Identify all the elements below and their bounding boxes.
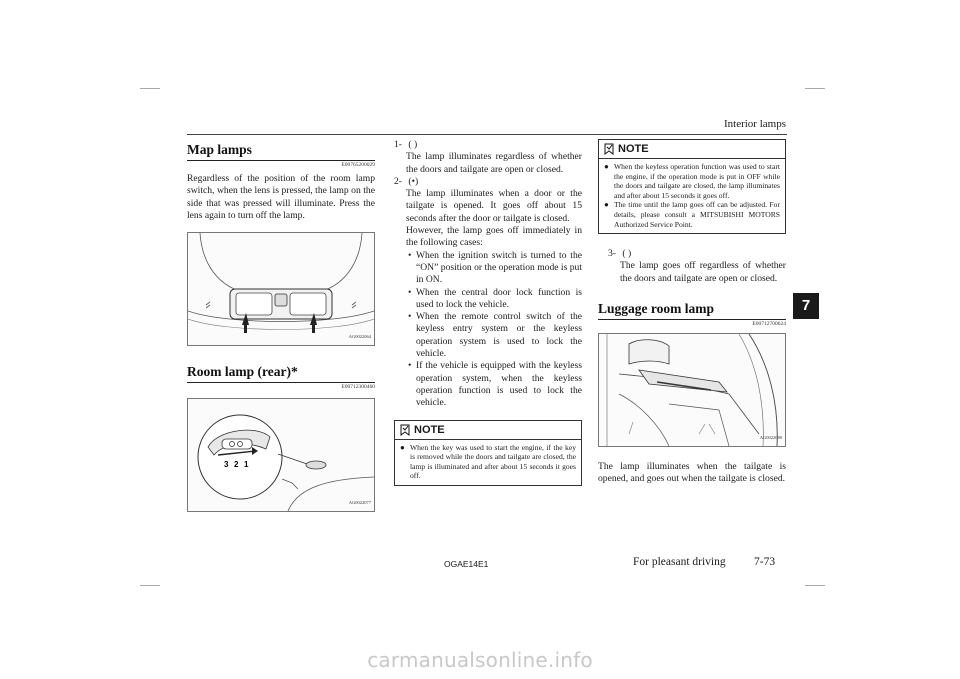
bullet-icon: ● xyxy=(604,200,609,210)
note-item xyxy=(604,200,780,229)
page-number: 7-73 xyxy=(754,556,776,568)
note-body xyxy=(395,440,581,485)
note-box xyxy=(598,139,786,234)
note-text: When the key was used to start the engine, if the key is removed while the doors and tailgate are closed, the lamp is illuminated and after about 15 seconds it goes off. xyxy=(410,442,576,481)
note-box xyxy=(394,420,582,486)
list-item: • When the ignition switch is turned to the “ON” position or the operation mode is put in ON. xyxy=(416,250,582,287)
header-rule xyxy=(187,134,787,135)
footer-doc-code: OGAE14E1 xyxy=(444,559,489,569)
section-title-map-lamps: Map lamps xyxy=(187,138,375,161)
crop-mark xyxy=(140,88,160,89)
note-text: When the keyless operation function was used to start the engine, if the operation mode is put in OFF while the doors and tailgate are closed, the lamp illuminates and after about 15 seconds it goes off. xyxy=(614,162,780,200)
figure-code: AG0022064 xyxy=(348,333,371,339)
item-number: 1- xyxy=(394,139,402,150)
section-code: E00712300460 xyxy=(341,384,375,391)
bullet-icon: ● xyxy=(604,162,609,171)
crop-mark xyxy=(805,88,825,89)
crop-mark xyxy=(805,585,825,586)
list-item-position-3-wrap xyxy=(598,248,786,285)
item-1-body: The lamp illuminates regardless of whether the doors and tailgate are open or closed. xyxy=(406,151,582,175)
list-item: • When the remote control switch of the keyless entry system or the keyless operation system is used to lock the vehicle. xyxy=(416,311,582,360)
bullet-icon: ● xyxy=(400,442,405,452)
item-number: 3- xyxy=(608,248,616,260)
position-label: 2 xyxy=(234,460,239,470)
room-lamp-illustration xyxy=(188,399,374,511)
item-3-body: The lamp goes off regardless of whether the doors and tailgate are open or closed. xyxy=(620,260,786,284)
item-2-body: The lamp illuminates when a door or the tailgate is opened. It goes off about 15 seconds after the door or tailgate is closed. xyxy=(406,188,582,224)
note-header xyxy=(395,421,581,440)
note-label: NOTE xyxy=(414,423,445,436)
position-label: 3 xyxy=(224,460,229,470)
list-item: • When the central door lock function is used to lock the vehicle. xyxy=(416,287,582,312)
item-2-cases-intro: However, the lamp goes off immediately in the following cases: xyxy=(406,225,582,249)
note-icon xyxy=(399,424,411,436)
map-lamps-body: Regardless of the position of the room lamp switch, when the lens is pressed, the lamp on the side that was pressed will illuminate. Press the lens again to turn off the lamp. xyxy=(187,173,375,221)
section-code: E00765200029 xyxy=(341,162,375,168)
list-item-position-2 xyxy=(394,176,582,188)
luggage-lamp-illustration xyxy=(599,334,785,446)
section-title-room-lamp-rear: Room lamp (rear)* xyxy=(187,360,375,383)
note-body xyxy=(599,159,785,233)
figure-room-lamp-rear xyxy=(187,398,375,512)
lamp-on-symbol: ( ) xyxy=(408,139,418,150)
running-header: Interior lamps xyxy=(723,118,786,130)
section-title-luggage-room-lamp: Luggage room lamp xyxy=(598,297,786,320)
column-right xyxy=(598,139,786,486)
column-left xyxy=(187,138,375,512)
crop-mark xyxy=(140,585,160,586)
figure-code: AG0022077 xyxy=(348,499,371,505)
item-number: 2- xyxy=(394,175,402,187)
luggage-lamp-body: The lamp illuminates when the tailgate is opened, and goes out when the tailgate is closed. xyxy=(598,461,786,485)
figure-map-lamps xyxy=(187,232,375,346)
list-item-position-3 xyxy=(608,248,786,260)
position-label: 1 xyxy=(244,460,249,470)
list-item-position-1 xyxy=(394,139,582,151)
list-item: • If the vehicle is equipped with the keyless operation system, when the keyless operation function is used to lock the vehicle. xyxy=(416,360,582,409)
note-text: The time until the lamp goes off can be adjusted. For details, please consult a MITSUBISHI MOTORS Authorized Service Point. xyxy=(614,200,780,229)
lamp-off-symbol: ( ) xyxy=(622,248,632,260)
note-item xyxy=(604,162,780,200)
door-position-symbol: (•) xyxy=(408,175,419,187)
note-item xyxy=(400,443,576,481)
item-2-cases-list xyxy=(394,250,582,410)
note-icon xyxy=(603,143,615,155)
figure-code: AG0022080 xyxy=(759,434,782,440)
map-lamp-illustration xyxy=(188,233,374,345)
note-label: NOTE xyxy=(618,143,649,155)
chapter-tab: 7 xyxy=(793,293,819,319)
figure-luggage-room-lamp xyxy=(598,333,786,447)
note-header xyxy=(599,140,785,159)
column-middle xyxy=(394,139,582,486)
footer-section-name: For pleasant driving xyxy=(633,556,726,568)
section-code: E00712700624 xyxy=(752,321,786,328)
watermark: carmanualsonline.info xyxy=(367,648,593,672)
